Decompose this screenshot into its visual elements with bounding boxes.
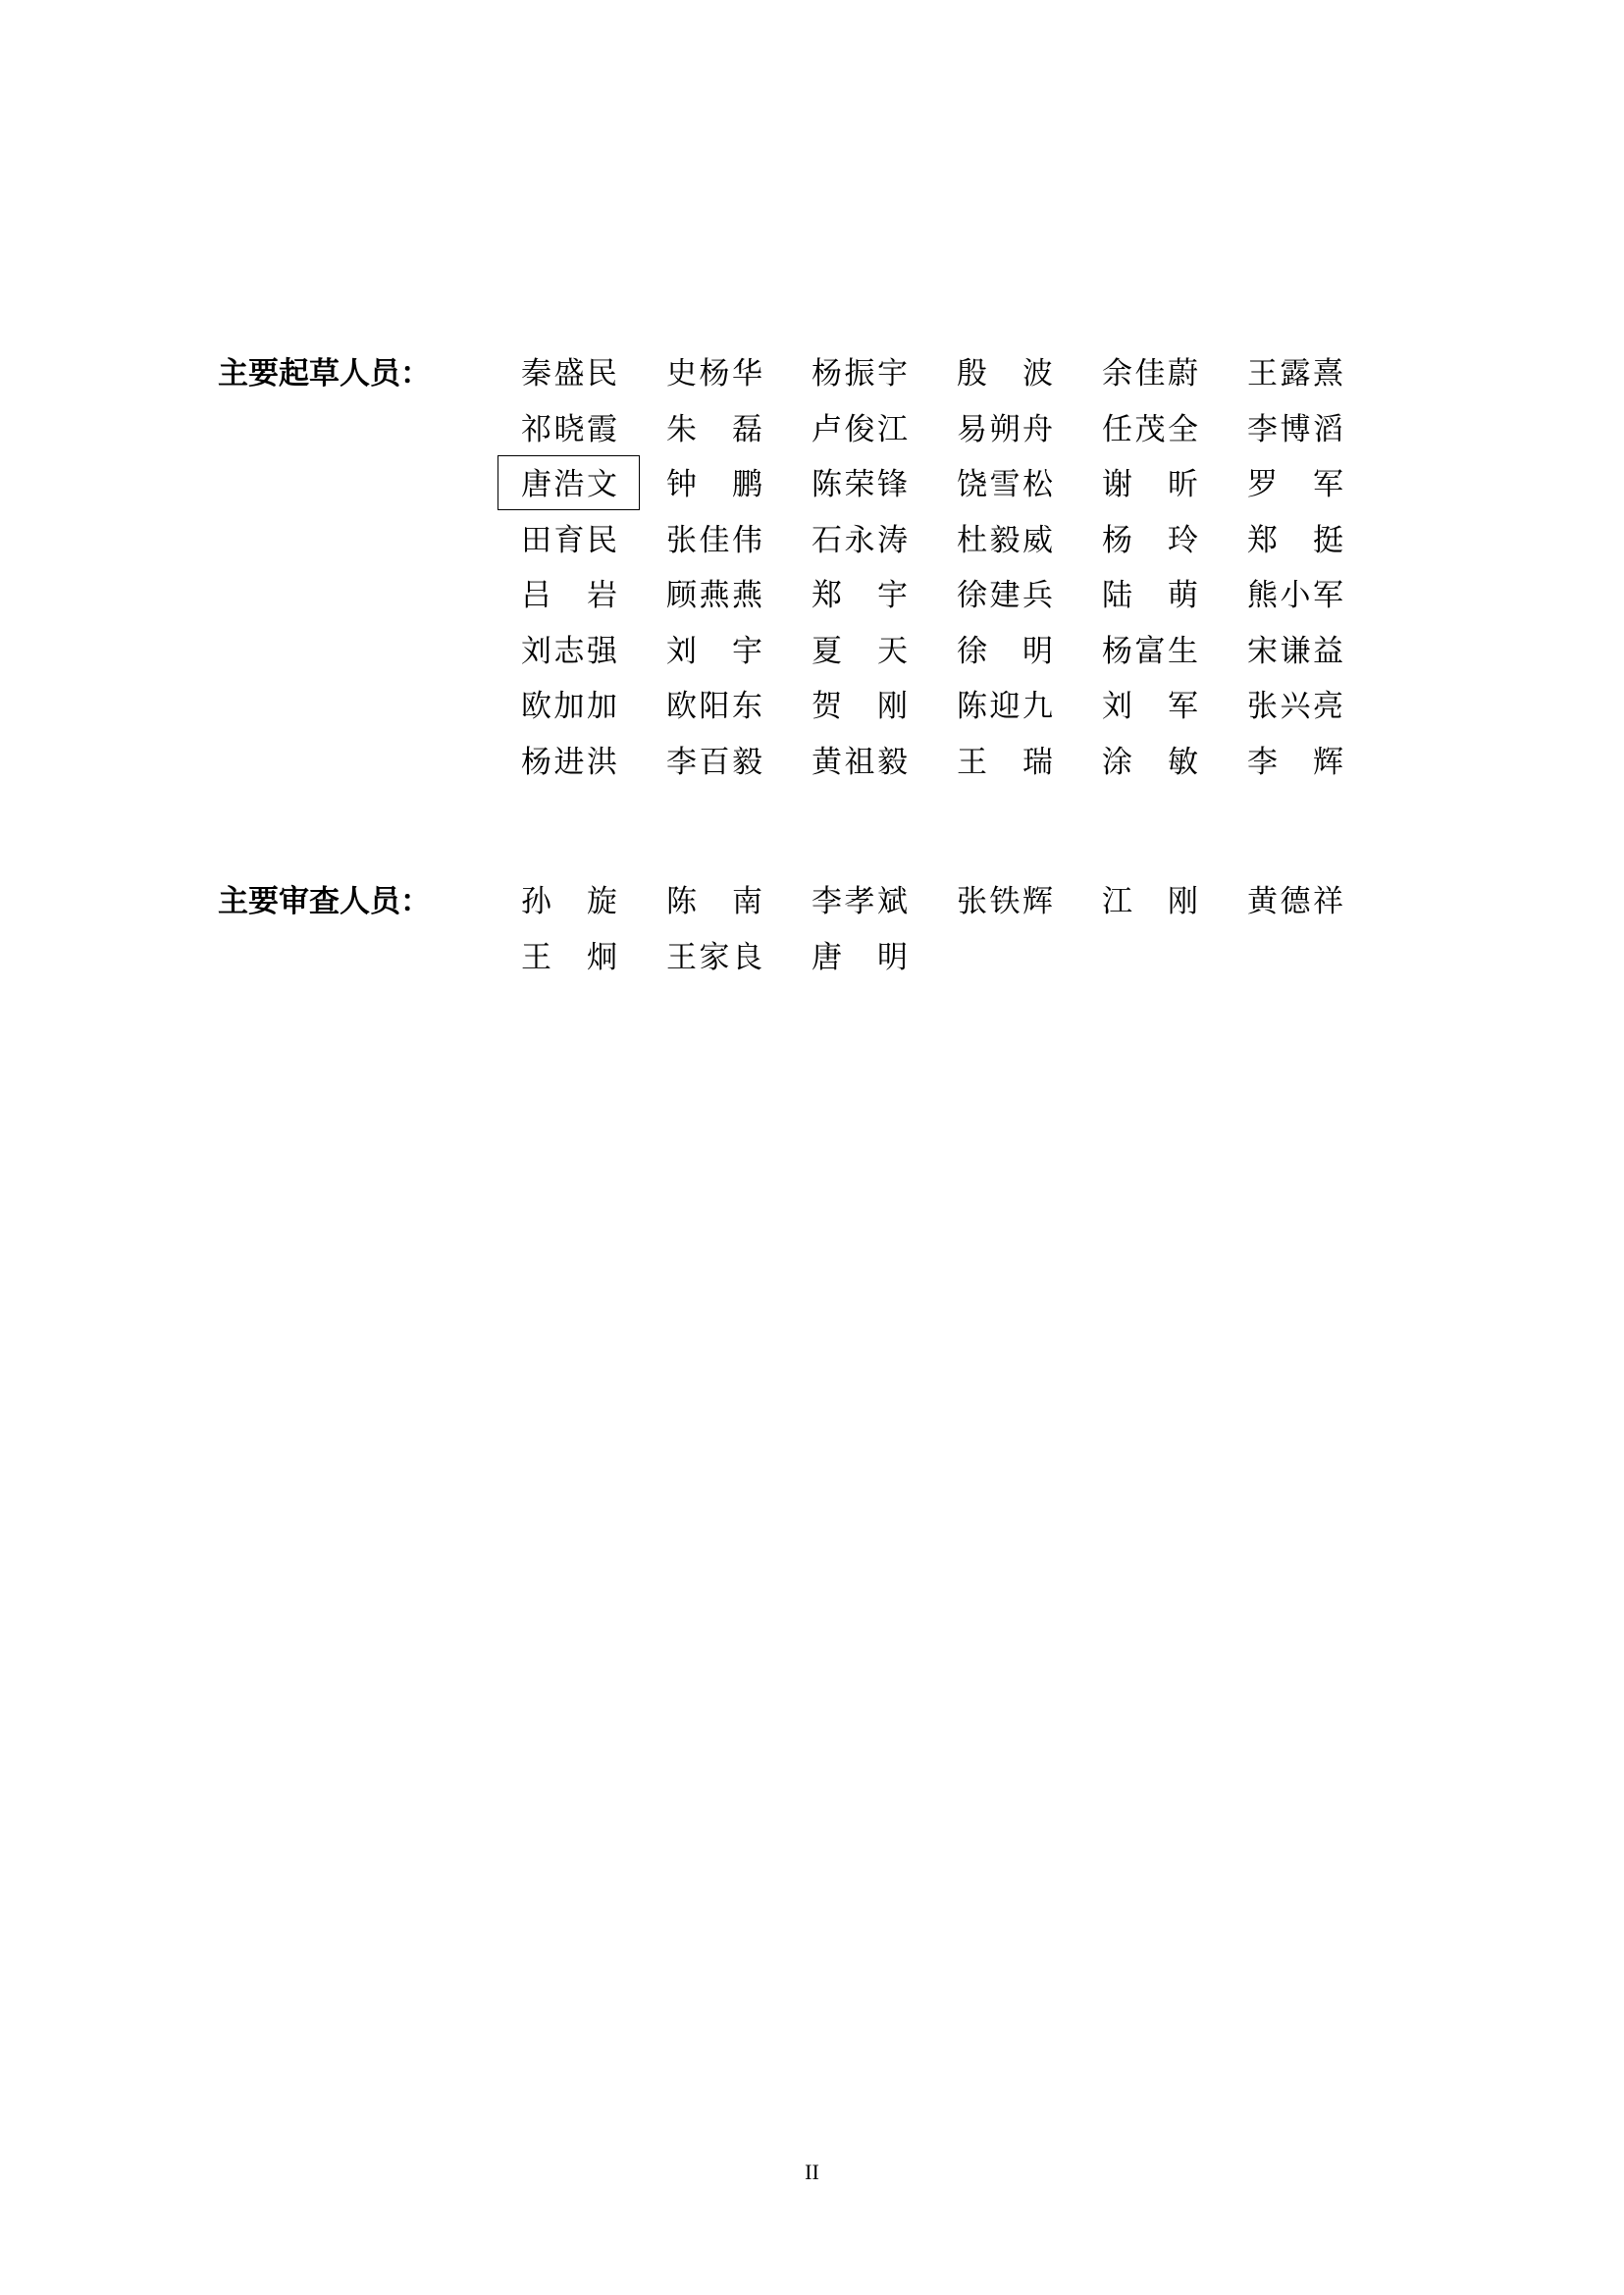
person-name: 唐 浩 文 (521, 467, 617, 502)
person-name: 刘 军 (1102, 689, 1198, 724)
person-name: 李 百 毅 (666, 744, 762, 780)
person-name: 杨 玲 (1102, 522, 1198, 558)
person-name: 秦 盛 民 (521, 356, 617, 391)
person-name: 吕 岩 (521, 578, 617, 613)
person-name: 徐 明 (957, 633, 1053, 669)
person-name: 陆 萌 (1102, 578, 1198, 613)
person-name: 江 刚 (1102, 884, 1198, 919)
person-name: 顾 燕 燕 (666, 578, 762, 613)
person-name: 田 育 民 (521, 522, 617, 558)
person-name: 黄 祖 毅 (812, 744, 908, 780)
person-name: 欧 加 加 (521, 689, 617, 724)
drafters-section-label: 主要起草人员： (218, 356, 431, 391)
person-name: 徐 建 兵 (957, 578, 1053, 613)
page-number: II (805, 2160, 819, 2184)
person-name: 卢 俊 江 (812, 411, 908, 447)
person-name: 刘 志 强 (521, 633, 617, 669)
person-name: 李 博 滔 (1247, 411, 1343, 447)
person-name: 刘 宇 (666, 633, 762, 669)
reviewers-section-label: 主要审查人员： (218, 884, 431, 919)
person-name: 张 兴 亮 (1247, 689, 1343, 724)
person-name: 夏 天 (812, 633, 908, 669)
person-name: 郑 宇 (812, 578, 908, 613)
person-name: 任 茂 全 (1102, 411, 1198, 447)
person-name: 钟 鹏 (666, 467, 762, 502)
person-name: 李 辉 (1247, 744, 1343, 780)
person-name: 宋 谦 益 (1247, 633, 1343, 669)
person-name: 石 永 涛 (812, 522, 908, 558)
person-name: 王 炯 (521, 939, 617, 975)
person-name: 谢 昕 (1102, 467, 1198, 502)
drafters-name-list (520, 354, 1344, 798)
person-name: 郑 挺 (1247, 522, 1343, 558)
person-name: 贺 刚 (812, 689, 908, 724)
person-name: 陈 荣 锋 (812, 467, 908, 502)
person-name: 史 杨 华 (666, 356, 762, 391)
person-name: 王 瑞 (957, 744, 1053, 780)
person-name: 杨 富 生 (1102, 633, 1198, 669)
person-name: 罗 军 (1247, 467, 1343, 502)
person-name: 王 家 良 (666, 939, 762, 975)
person-name: 张 铁 辉 (957, 884, 1053, 919)
person-name: 陈 迎 九 (957, 689, 1053, 724)
person-name: 殷 波 (957, 356, 1053, 391)
person-name: 欧 阳 东 (666, 689, 762, 724)
person-name: 涂 敏 (1102, 744, 1198, 780)
person-name: 易 朔 舟 (957, 411, 1053, 447)
person-name: 唐 明 (812, 939, 908, 975)
person-name: 杨 进 洪 (521, 744, 617, 780)
reviewers-name-list (520, 882, 1344, 993)
person-name: 孙 旋 (521, 884, 617, 919)
person-name: 祁 晓 霞 (521, 411, 617, 447)
person-name: 杨 振 宇 (812, 356, 908, 391)
person-name: 饶 雪 松 (957, 467, 1053, 502)
person-name: 李 孝 斌 (812, 884, 908, 919)
person-name: 杜 毅 威 (957, 522, 1053, 558)
person-name: 张 佳 伟 (666, 522, 762, 558)
person-name: 陈 南 (666, 884, 762, 919)
person-name: 王 露 熹 (1247, 356, 1343, 391)
person-name: 余 佳 蔚 (1102, 356, 1198, 391)
person-name: 熊 小 军 (1247, 578, 1343, 613)
person-name: 朱 磊 (666, 411, 762, 447)
person-name: 黄 德 祥 (1247, 884, 1343, 919)
